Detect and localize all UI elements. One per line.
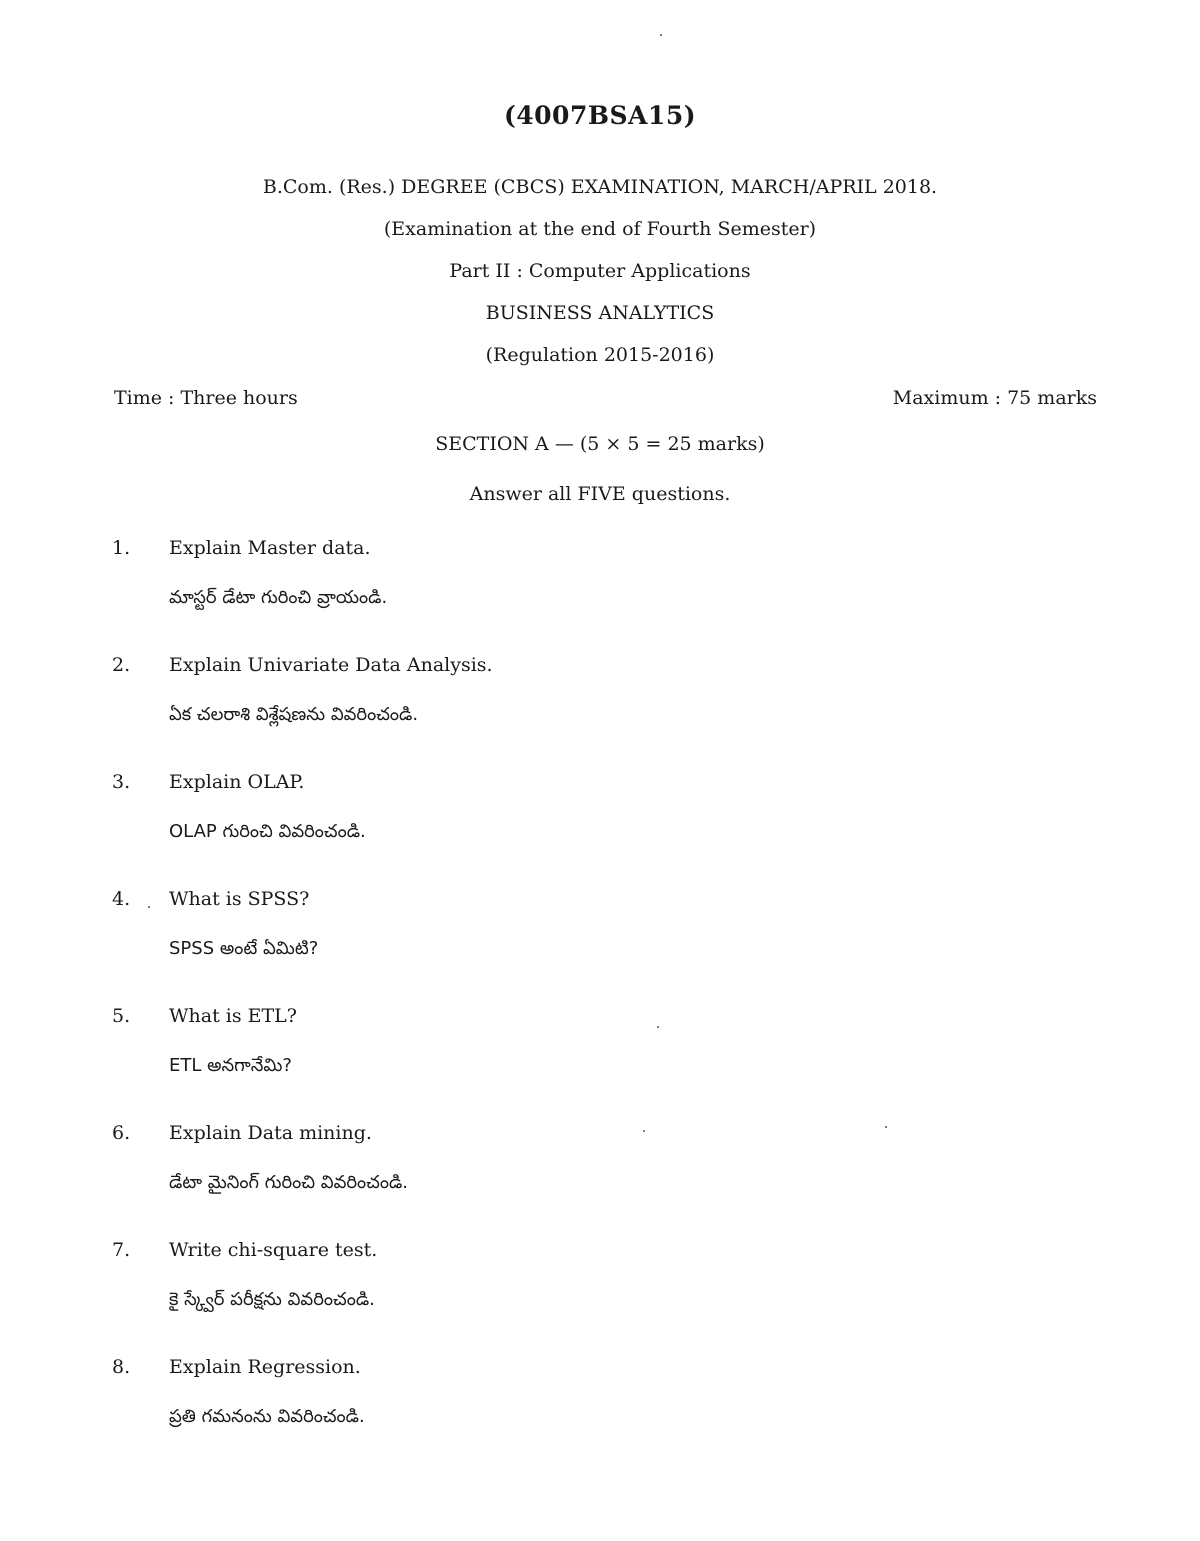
- question-telugu: ఏక చలరాశి విశ్లేషణను వివరించండి.: [169, 704, 419, 725]
- scan-speck: [643, 1130, 645, 1132]
- scan-speck: [657, 1026, 659, 1028]
- question-telugu: ప్రతి గమనంను వివరించండి.: [169, 1406, 365, 1427]
- question-number: 3.: [112, 771, 131, 793]
- question-english: Explain Data mining.: [169, 1122, 372, 1144]
- question-english: Explain Regression.: [169, 1356, 361, 1378]
- question-english: Write chi-square test.: [169, 1239, 378, 1261]
- question-telugu: SPSS అంటే ఏమిటి?: [169, 938, 319, 959]
- scan-speck: [885, 1126, 887, 1128]
- part-line: Part II : Computer Applications: [449, 260, 751, 282]
- question-number: 1.: [112, 537, 131, 559]
- question-number: 8.: [112, 1356, 131, 1378]
- question-telugu: మాస్టర్ డేటా గురించి వ్రాయండి.: [169, 587, 388, 608]
- question-telugu: కై స్క్వేర్ పరీక్షను వివరించండి.: [169, 1289, 375, 1310]
- question-number: 7.: [112, 1239, 131, 1261]
- question-number: 5.: [112, 1005, 131, 1027]
- regulation-line: (Regulation 2015-2016): [485, 344, 715, 366]
- question-english: Explain Univariate Data Analysis.: [169, 654, 493, 676]
- scan-speck: [660, 34, 662, 36]
- question-english: What is ETL?: [169, 1005, 297, 1027]
- maximum-marks: Maximum : 75 marks: [892, 387, 1097, 409]
- subject-title: BUSINESS ANALYTICS: [485, 302, 715, 324]
- semester-line: (Examination at the end of Fourth Semester): [383, 218, 817, 240]
- section-instruction: Answer all FIVE questions.: [469, 483, 731, 505]
- question-telugu: ETL అనగానేమి?: [169, 1055, 292, 1076]
- question-english: What is SPSS?: [169, 888, 310, 910]
- question-number: 2.: [112, 654, 131, 676]
- question-telugu: OLAP గురించి వివరించండి.: [169, 821, 366, 842]
- question-english: Explain OLAP.: [169, 771, 305, 793]
- paper-code: (4007BSA15): [503, 101, 697, 130]
- time-allowed: Time : Three hours: [114, 387, 298, 409]
- question-number: 4.: [112, 888, 131, 910]
- scan-speck: [148, 906, 150, 908]
- exam-title: B.Com. (Res.) DEGREE (CBCS) EXAMINATION, MARCH/APRIL 2018.: [262, 176, 938, 198]
- section-heading: SECTION A — (5 × 5 = 25 marks): [435, 433, 765, 455]
- question-telugu: డేటా మైనింగ్ గురించి వివరించండి.: [169, 1172, 409, 1193]
- question-number: 6.: [112, 1122, 131, 1144]
- question-english: Explain Master data.: [169, 537, 371, 559]
